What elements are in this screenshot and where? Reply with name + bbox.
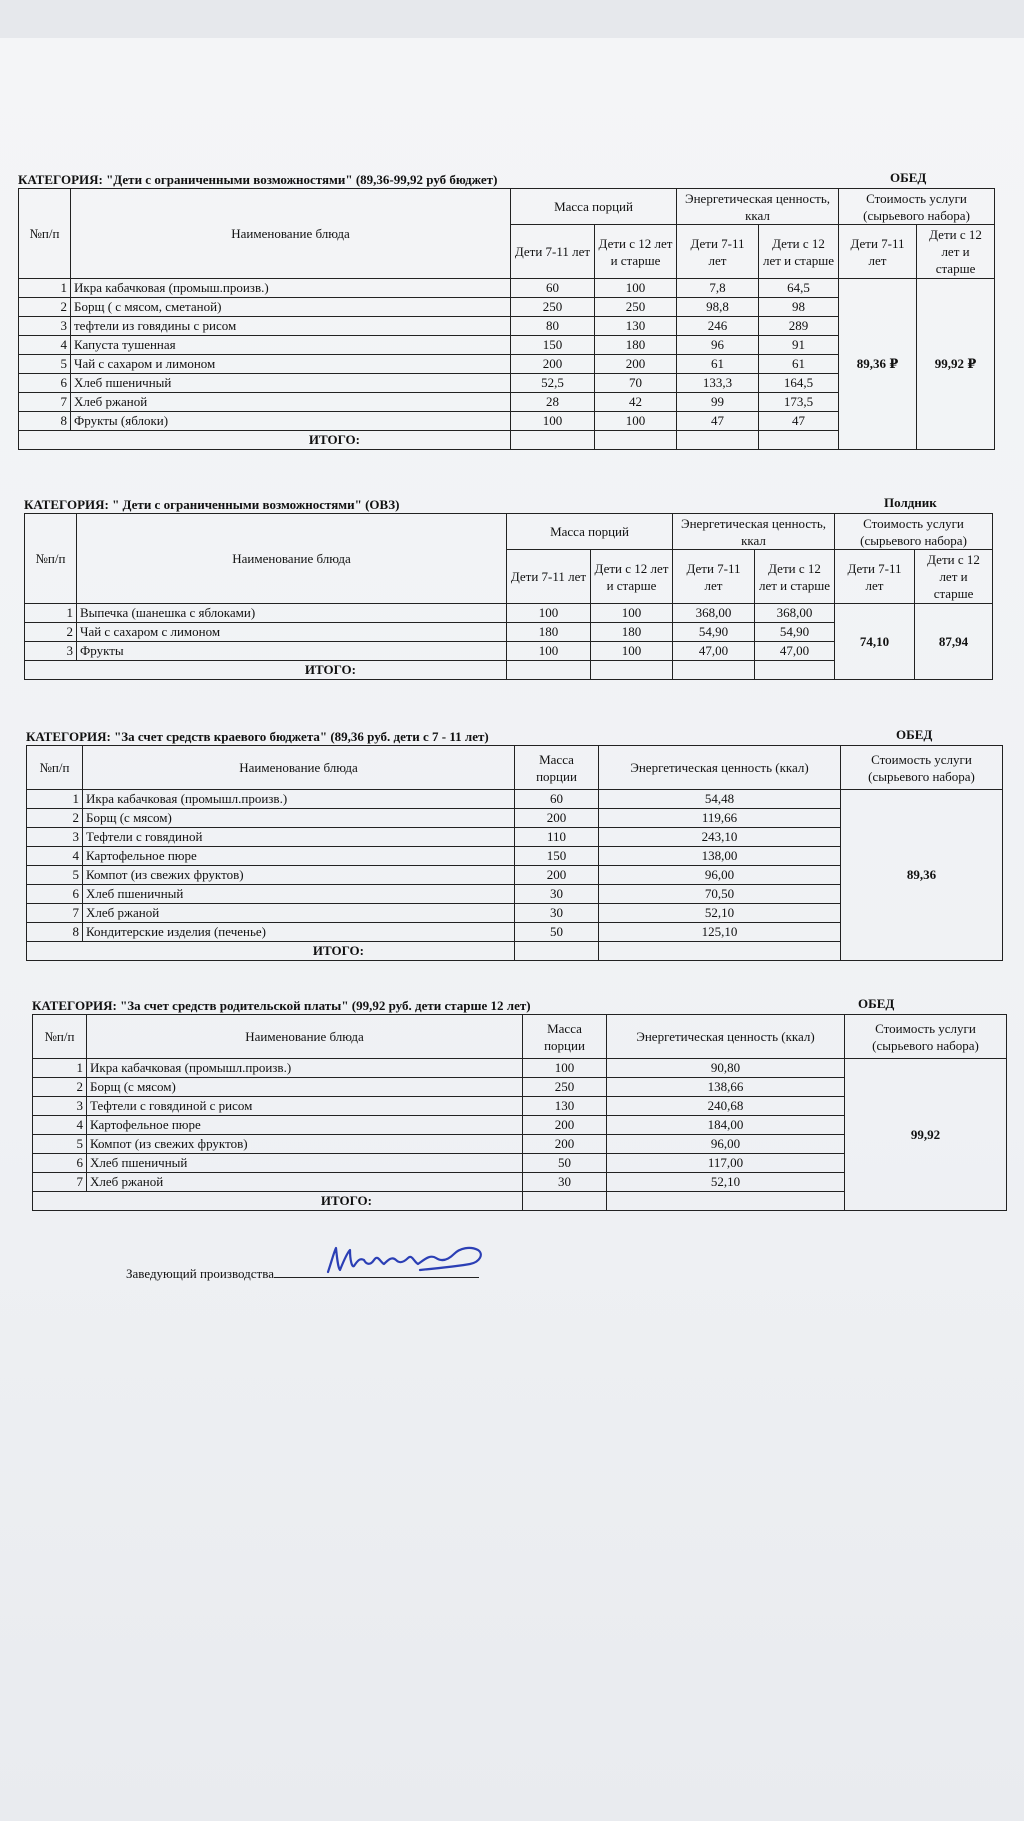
dish-name: Хлеб ржаной: [83, 904, 515, 923]
dish-name: Компот (из свежих фруктов): [87, 1135, 523, 1154]
dish-name: Тефтели с говядиной: [83, 828, 515, 847]
cost-12: 87,94: [915, 604, 993, 680]
section-lunch-regional: [26, 729, 1003, 961]
row-number: 4: [27, 847, 83, 866]
row-number: 1: [33, 1059, 87, 1078]
energy: 52,10: [599, 904, 841, 923]
col-cost-header: Стоимость услуги (сырьевого набора): [845, 1015, 1007, 1059]
energy-12: 164,5: [759, 374, 839, 393]
mass-12: 180: [591, 623, 673, 642]
mass-12: 250: [595, 298, 677, 317]
row-number: 5: [19, 355, 71, 374]
mass: 60: [515, 790, 599, 809]
section-title: [32, 998, 1006, 1014]
section-snack-ovz: [24, 497, 993, 680]
mass-12: 100: [591, 604, 673, 623]
total-cell: [755, 661, 835, 680]
mass-7-11: 100: [511, 412, 595, 431]
table-row: [19, 279, 995, 298]
table-row: [25, 604, 993, 623]
mass-7-11: 100: [507, 642, 591, 661]
menu-table: [18, 188, 995, 450]
energy-12: 61: [759, 355, 839, 374]
dish-name: Хлеб ржаной: [87, 1173, 523, 1192]
meal-label: ОБЕД: [858, 996, 895, 1011]
mass-12: 42: [595, 393, 677, 412]
mass-7-11: 60: [511, 279, 595, 298]
row-number: 7: [33, 1173, 87, 1192]
mass-12: 180: [595, 336, 677, 355]
section-title: [26, 729, 1002, 745]
energy-12: 91: [759, 336, 839, 355]
mass: 150: [515, 847, 599, 866]
subheader-7-11: Дети 7-11 лет: [511, 225, 595, 279]
energy: 243,10: [599, 828, 841, 847]
energy-12: 54,90: [755, 623, 835, 642]
total-cell: [523, 1192, 607, 1211]
row-number: 7: [27, 904, 83, 923]
mass: 30: [515, 885, 599, 904]
energy-7-11: 368,00: [673, 604, 755, 623]
subheader-12: Дети с 12 лет и старше: [755, 550, 835, 604]
dish-name: Выпечка (шанешка с яблоками): [77, 604, 507, 623]
row-number: 2: [27, 809, 83, 828]
subheader-12: Дети с 12 лет и старше: [591, 550, 673, 604]
table-row: [27, 790, 1003, 809]
energy-12: 47,00: [755, 642, 835, 661]
dish-name: Хлеб пшеничный: [87, 1154, 523, 1173]
dish-name: Хлеб пшеничный: [83, 885, 515, 904]
total-cell: [607, 1192, 845, 1211]
energy-7-11: 7,8: [677, 279, 759, 298]
dish-name: Картофельное пюре: [87, 1116, 523, 1135]
mass: 30: [523, 1173, 607, 1192]
total-cell: [515, 942, 599, 961]
energy: 117,00: [607, 1154, 845, 1173]
col-energy-header: Энергетическая ценность, ккал: [673, 514, 835, 550]
col-num-header: №п/п: [33, 1015, 87, 1059]
energy: 138,66: [607, 1078, 845, 1097]
dish-name: Фрукты: [77, 642, 507, 661]
row-number: 2: [25, 623, 77, 642]
dish-name: Икра кабачковая (промыш.произв.): [71, 279, 511, 298]
section-title: [24, 497, 992, 513]
mass: 130: [523, 1097, 607, 1116]
row-number: 8: [19, 412, 71, 431]
energy-12: 173,5: [759, 393, 839, 412]
mass-7-11: 150: [511, 336, 595, 355]
mass-7-11: 28: [511, 393, 595, 412]
col-energy-header: Энергетическая ценность (ккал): [599, 746, 841, 790]
dish-name: Чай с сахаром с лимоном: [77, 623, 507, 642]
dish-name: Хлеб пшеничный: [71, 374, 511, 393]
dish-name: Хлеб ржаной: [71, 393, 511, 412]
row-number: 5: [27, 866, 83, 885]
dish-name: Икра кабачковая (промышл.произв.): [83, 790, 515, 809]
cost-7-11: 89,36 ₽: [839, 279, 917, 450]
mass-7-11: 100: [507, 604, 591, 623]
cost: 89,36: [841, 790, 1003, 961]
total-label: ИТОГО:: [33, 1192, 523, 1211]
section-title-text: КАТЕГОРИЯ: "Дети с ограниченными возможностями" (89,36-99,92 руб бюджет): [18, 172, 498, 187]
total-label: ИТОГО:: [19, 431, 511, 450]
menu-table: [32, 1014, 1007, 1211]
energy: 119,66: [599, 809, 841, 828]
dish-name: Борщ (с мясом): [83, 809, 515, 828]
dish-name: Борщ ( с мясом, сметаной): [71, 298, 511, 317]
mass-12: 100: [595, 279, 677, 298]
meal-label: ОБЕД: [896, 727, 933, 742]
energy-7-11: 96: [677, 336, 759, 355]
total-cell: [591, 661, 673, 680]
col-cost-header: Стоимость услуги (сырьевого набора): [835, 514, 993, 550]
col-num-header: №п/п: [19, 189, 71, 279]
dish-name: тефтели из говядины с рисом: [71, 317, 511, 336]
col-energy-header: Энергетическая ценность, ккал: [677, 189, 839, 225]
col-mass-header: Масса порции: [523, 1015, 607, 1059]
subheader-12: Дети с 12 лет и старше: [595, 225, 677, 279]
energy-12: 289: [759, 317, 839, 336]
subheader-12: Дети с 12 лет и старше: [759, 225, 839, 279]
energy: 138,00: [599, 847, 841, 866]
subheader-7-11: Дети 7-11 лет: [835, 550, 915, 604]
handwritten-signature: [320, 1240, 540, 1280]
meal-label: Полдник: [884, 495, 937, 510]
col-name-header: Наименование блюда: [83, 746, 515, 790]
mass-7-11: 250: [511, 298, 595, 317]
dish-name: Компот (из свежих фруктов): [83, 866, 515, 885]
subheader-7-11: Дети 7-11 лет: [677, 225, 759, 279]
menu-table: [24, 513, 993, 680]
mass-7-11: 200: [511, 355, 595, 374]
section-title-text: КАТЕГОРИЯ: "За счет средств родительской платы" (99,92 руб. дети старше 12 лет): [32, 998, 531, 1013]
dish-name: Картофельное пюре: [83, 847, 515, 866]
energy-12: 368,00: [755, 604, 835, 623]
row-number: 2: [19, 298, 71, 317]
col-mass-header: Масса порции: [515, 746, 599, 790]
total-cell: [599, 942, 841, 961]
energy-7-11: 61: [677, 355, 759, 374]
energy-7-11: 246: [677, 317, 759, 336]
energy: 240,68: [607, 1097, 845, 1116]
row-number: 7: [19, 393, 71, 412]
energy-12: 47: [759, 412, 839, 431]
mass: 250: [523, 1078, 607, 1097]
mass: 200: [523, 1116, 607, 1135]
row-number: 5: [33, 1135, 87, 1154]
subheader-7-11: Дети 7-11 лет: [673, 550, 755, 604]
row-number: 6: [33, 1154, 87, 1173]
dish-name: Фрукты (яблоки): [71, 412, 511, 431]
mass: 110: [515, 828, 599, 847]
mass-12: 100: [591, 642, 673, 661]
mass: 30: [515, 904, 599, 923]
row-number: 6: [27, 885, 83, 904]
section-lunch-parental: [32, 998, 1007, 1211]
energy: 70,50: [599, 885, 841, 904]
dish-name: Кондитерские изделия (печенье): [83, 923, 515, 942]
mass: 200: [515, 866, 599, 885]
energy: 54,48: [599, 790, 841, 809]
row-number: 3: [33, 1097, 87, 1116]
row-number: 1: [19, 279, 71, 298]
energy: 184,00: [607, 1116, 845, 1135]
subheader-12: Дети с 12 лет и старше: [915, 550, 993, 604]
energy: 90,80: [607, 1059, 845, 1078]
dish-name: Борщ (с мясом): [87, 1078, 523, 1097]
row-number: 8: [27, 923, 83, 942]
col-energy-header: Энергетическая ценность (ккал): [607, 1015, 845, 1059]
energy-7-11: 54,90: [673, 623, 755, 642]
meal-label: ОБЕД: [890, 170, 927, 185]
mass-12: 100: [595, 412, 677, 431]
total-cell: [595, 431, 677, 450]
energy-7-11: 133,3: [677, 374, 759, 393]
row-number: 1: [25, 604, 77, 623]
subheader-7-11: Дети 7-11 лет: [839, 225, 917, 279]
mass-7-11: 80: [511, 317, 595, 336]
col-name-header: Наименование блюда: [77, 514, 507, 604]
menu-table: [26, 745, 1003, 961]
cost-12: 99,92 ₽: [917, 279, 995, 450]
cost-7-11: 74,10: [835, 604, 915, 680]
row-number: 3: [27, 828, 83, 847]
energy-7-11: 47: [677, 412, 759, 431]
total-label: ИТОГО:: [27, 942, 515, 961]
total-label: ИТОГО:: [25, 661, 507, 680]
total-cell: [759, 431, 839, 450]
subheader-12: Дети с 12 лет и старше: [917, 225, 995, 279]
col-num-header: №п/п: [27, 746, 83, 790]
dish-name: Икра кабачковая (промышл.произв.): [87, 1059, 523, 1078]
subheader-7-11: Дети 7-11 лет: [507, 550, 591, 604]
row-number: 3: [25, 642, 77, 661]
mass-12: 200: [595, 355, 677, 374]
mass: 50: [515, 923, 599, 942]
energy: 96,00: [599, 866, 841, 885]
total-cell: [511, 431, 595, 450]
col-cost-header: Стоимость услуги (сырьевого набора): [841, 746, 1003, 790]
mass-12: 70: [595, 374, 677, 393]
mass-7-11: 52,5: [511, 374, 595, 393]
total-cell: [673, 661, 755, 680]
row-number: 4: [19, 336, 71, 355]
row-number: 3: [19, 317, 71, 336]
row-number: 6: [19, 374, 71, 393]
col-name-header: Наименование блюда: [71, 189, 511, 279]
energy-7-11: 47,00: [673, 642, 755, 661]
section-title: [18, 172, 992, 188]
col-cost-header: Стоимость услуги (сырьевого набора): [839, 189, 995, 225]
section-title-text: КАТЕГОРИЯ: "За счет средств краевого бюджета" (89,36 руб. дети с 7 - 11 лет): [26, 729, 489, 744]
energy: 52,10: [607, 1173, 845, 1192]
mass: 50: [523, 1154, 607, 1173]
section-lunch-ovz: [18, 172, 995, 450]
energy-7-11: 99: [677, 393, 759, 412]
col-num-header: №п/п: [25, 514, 77, 604]
col-name-header: Наименование блюда: [87, 1015, 523, 1059]
mass: 200: [523, 1135, 607, 1154]
energy: 96,00: [607, 1135, 845, 1154]
signature-label: Заведующий производства: [126, 1266, 274, 1281]
energy-12: 98: [759, 298, 839, 317]
mass-7-11: 180: [507, 623, 591, 642]
energy-7-11: 98,8: [677, 298, 759, 317]
dish-name: Капуста тушенная: [71, 336, 511, 355]
col-mass-header: Масса порций: [507, 514, 673, 550]
mass: 200: [515, 809, 599, 828]
section-title-text: КАТЕГОРИЯ: " Дети с ограниченными возможностями" (ОВЗ): [24, 497, 400, 512]
row-number: 4: [33, 1116, 87, 1135]
energy-12: 64,5: [759, 279, 839, 298]
dish-name: Чай с сахаром и лимоном: [71, 355, 511, 374]
total-cell: [677, 431, 759, 450]
col-mass-header: Масса порций: [511, 189, 677, 225]
table-row: [33, 1059, 1007, 1078]
energy: 125,10: [599, 923, 841, 942]
mass-12: 130: [595, 317, 677, 336]
total-cell: [507, 661, 591, 680]
mass: 100: [523, 1059, 607, 1078]
row-number: 2: [33, 1078, 87, 1097]
cost: 99,92: [845, 1059, 1007, 1211]
dish-name: Тефтели с говядиной с рисом: [87, 1097, 523, 1116]
row-number: 1: [27, 790, 83, 809]
